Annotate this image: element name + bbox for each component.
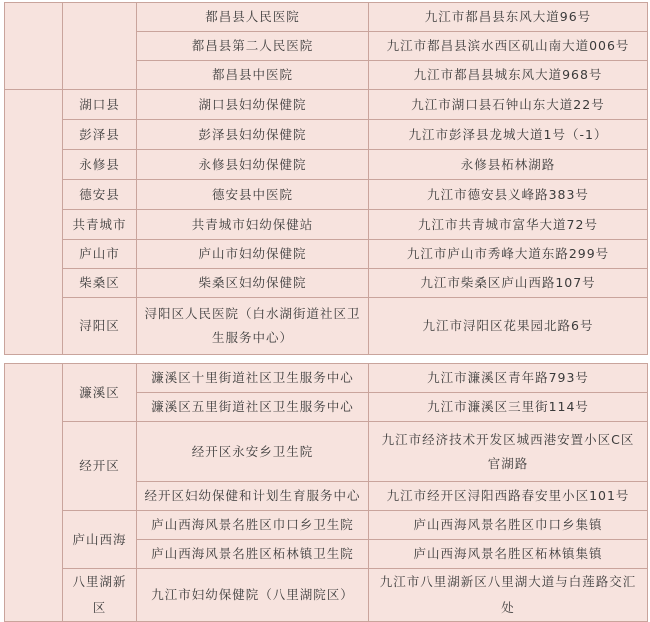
address-cell: 九江市八里湖新区八里湖大道与白莲路交汇处 [369,569,648,622]
district-cell: 柴桑区 [63,269,137,298]
table-row [5,120,648,150]
address-cell: 九江市浔阳区花果园北路6号 [369,298,648,355]
hospital-name-cell: 德安县中医院 [137,180,369,210]
table-row [5,3,648,32]
table-row [5,240,648,269]
address-cell: 九江市经济技术开发区城西港安置小区C区官湖路 [369,422,648,482]
address-cell: 九江市柴桑区庐山西路107号 [369,269,648,298]
table-row [5,511,648,540]
address-cell: 九江市都昌县东风大道96号 [369,3,648,32]
address-cell: 庐山西海风景名胜区柘林镇集镇 [369,540,648,569]
table-row [5,364,648,393]
hospital-name-cell: 都昌县人民医院 [137,3,369,32]
address-cell: 九江市濂溪区青年路793号 [369,364,648,393]
hospital-name-cell: 经开区永安乡卫生院 [137,422,369,482]
table-row [5,180,648,210]
district-cell [63,3,137,90]
district-cell: 八里湖新区 [63,569,137,622]
hospital-name-cell: 庐山西海风景名胜区柘林镇卫生院 [137,540,369,569]
table-row [5,269,648,298]
hospital-name-cell: 濂溪区十里街道社区卫生服务中心 [137,364,369,393]
district-cell: 庐山市 [63,240,137,269]
hospital-name-cell: 庐山西海风景名胜区巾口乡卫生院 [137,511,369,540]
hospital-name-cell: 永修县妇幼保健院 [137,150,369,180]
hospital-name-cell: 九江市妇幼保健院（八里湖院区） [137,569,369,622]
district-cell: 湖口县 [63,90,137,120]
table-row [5,298,648,355]
address-cell: 九江市濂溪区三里街114号 [369,393,648,422]
empty-left-cell [5,3,63,90]
address-cell: 九江市湖口县石钟山东大道22号 [369,90,648,120]
hospital-table-part-1 [4,2,648,355]
address-cell: 九江市彭泽县龙城大道1号（-1） [369,120,648,150]
empty-left-cell [5,90,63,355]
district-cell: 德安县 [63,180,137,210]
address-cell: 永修县柘林湖路 [369,150,648,180]
address-cell: 九江市经开区浔阳西路春安里小区101号 [369,482,648,511]
address-cell: 庐山西海风景名胜区巾口乡集镇 [369,511,648,540]
hospital-name-cell: 都昌县中医院 [137,61,369,90]
address-cell: 九江市庐山市秀峰大道东路299号 [369,240,648,269]
district-cell: 浔阳区 [63,298,137,355]
district-cell: 永修县 [63,150,137,180]
hospital-name-cell: 湖口县妇幼保健院 [137,90,369,120]
hospital-name-cell: 濂溪区五里街道社区卫生服务中心 [137,393,369,422]
address-cell: 九江市德安县义峰路383号 [369,180,648,210]
table-row [5,150,648,180]
hospital-name-cell: 彭泽县妇幼保健院 [137,120,369,150]
district-cell: 共青城市 [63,210,137,240]
hospital-name-cell: 浔阳区人民医院（白水湖街道社区卫生服务中心） [137,298,369,355]
address-cell: 九江市都昌县滨水西区矶山南大道006号 [369,32,648,61]
hospital-name-cell: 共青城市妇幼保健站 [137,210,369,240]
district-cell: 经开区 [63,422,137,511]
hospital-name-cell: 庐山市妇幼保健院 [137,240,369,269]
district-cell: 彭泽县 [63,120,137,150]
address-cell: 九江市共青城市富华大道72号 [369,210,648,240]
hospital-name-cell: 柴桑区妇幼保健院 [137,269,369,298]
table-row [5,210,648,240]
district-cell: 庐山西海 [63,511,137,569]
hospital-name-cell: 都昌县第二人民医院 [137,32,369,61]
table-row [5,569,648,622]
empty-left-cell [5,364,63,622]
hospital-name-cell: 经开区妇幼保健和计划生育服务中心 [137,482,369,511]
address-cell: 九江市都昌县城东风大道968号 [369,61,648,90]
district-cell: 濂溪区 [63,364,137,422]
table-row [5,422,648,482]
hospital-table-part-2 [4,363,648,622]
table-row [5,90,648,120]
